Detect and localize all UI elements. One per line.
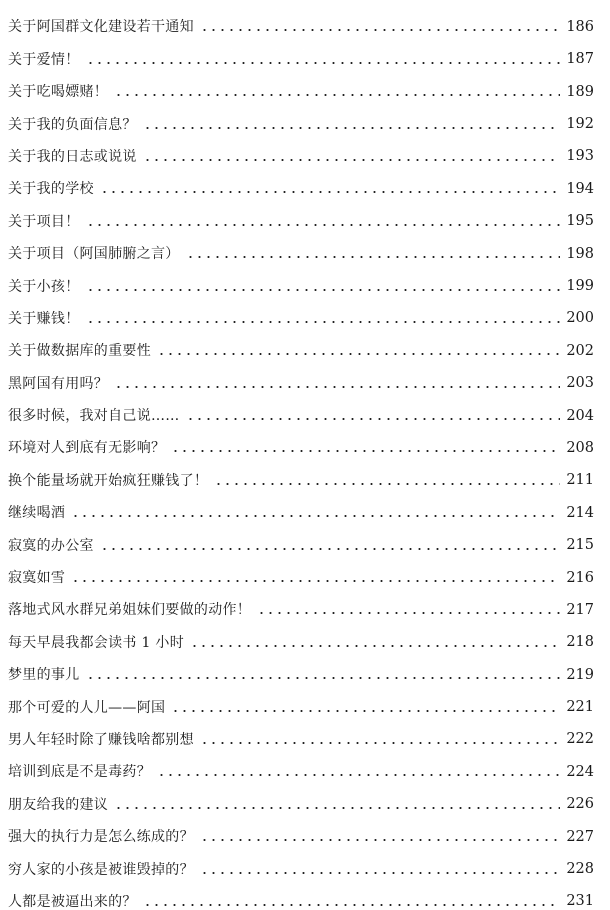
- toc-entry-title: 关于做数据库的重要性: [8, 343, 151, 360]
- toc-entry-title: 培训到底是不是毒药？: [8, 764, 151, 781]
- toc-entry[interactable]: [8, 67, 594, 99]
- dot-leader: [200, 731, 560, 745]
- toc-entry[interactable]: [8, 99, 594, 131]
- toc-entry[interactable]: [8, 812, 594, 844]
- toc-entry-page: 219: [566, 666, 594, 683]
- toc-entry[interactable]: [8, 423, 594, 455]
- toc-entry-page: 199: [566, 278, 594, 295]
- toc-entry-title: 穷人家的小孩是被谁毁掉的？: [8, 861, 194, 878]
- toc-entry-page: 189: [566, 83, 594, 100]
- dot-leader: [257, 601, 560, 615]
- dot-leader: [71, 504, 560, 518]
- toc-entry[interactable]: [8, 877, 594, 909]
- toc-entry-page: 198: [566, 245, 594, 262]
- toc-entry-page: 200: [566, 310, 594, 327]
- toc-entry-title: 关于我的负面信息？: [8, 116, 137, 133]
- toc-entry-title: 关于阿国群文化建设若干通知: [8, 19, 194, 36]
- dot-leader: [86, 666, 561, 680]
- dot-leader: [114, 796, 560, 810]
- toc-entry-page: 216: [566, 569, 594, 586]
- dot-leader: [200, 18, 560, 32]
- dot-leader: [86, 278, 561, 292]
- toc-entry[interactable]: [8, 715, 594, 747]
- toc-entry-page: 202: [566, 342, 594, 359]
- toc-entry[interactable]: [8, 326, 594, 358]
- dot-leader: [143, 148, 560, 162]
- dot-leader: [190, 634, 560, 648]
- toc-entry-title: 男人年轻时除了赚钱啥都别想: [8, 731, 194, 748]
- toc-entry-title: 朋友给我的建议: [8, 796, 109, 813]
- toc-entry[interactable]: [8, 229, 594, 261]
- toc-entry-title: 关于项目！: [8, 213, 80, 230]
- toc-entry-page: 203: [566, 375, 594, 392]
- toc-entry[interactable]: [8, 617, 594, 649]
- dot-leader: [114, 375, 560, 389]
- toc-entry[interactable]: [8, 391, 594, 423]
- toc-entry-page: 226: [566, 796, 594, 813]
- toc-entry-page: 231: [566, 893, 594, 910]
- dot-leader: [200, 861, 560, 875]
- toc-entry[interactable]: [8, 261, 594, 293]
- toc-entry-page: 194: [566, 180, 594, 197]
- dot-leader: [171, 439, 560, 453]
- toc-entry-page: 187: [566, 51, 594, 68]
- toc-entry-title: 强大的执行力是怎么练成的？: [8, 829, 194, 846]
- toc-entry[interactable]: [8, 2, 594, 34]
- toc-entry-title: 每天早晨我都会读书 1 小时: [8, 634, 185, 651]
- toc-entry-title: 人都是被逼出来的？: [8, 893, 137, 910]
- toc-entry-page: 222: [566, 731, 594, 748]
- toc-entry-title: 关于赚钱！: [8, 310, 80, 327]
- toc-entry[interactable]: [8, 164, 594, 196]
- toc-entry-page: 193: [566, 148, 594, 165]
- toc-entry-title: 关于爱情！: [8, 51, 80, 68]
- toc-entry-page: 186: [566, 18, 594, 35]
- toc-entry-title: 那个可爱的人儿——阿国: [8, 699, 166, 716]
- toc-entry[interactable]: [8, 34, 594, 66]
- toc-entry[interactable]: [8, 682, 594, 714]
- toc-entry-page: 211: [566, 472, 594, 489]
- toc-entry-title: 梦里的事儿: [8, 667, 80, 684]
- toc-entry[interactable]: [8, 650, 594, 682]
- toc-entry-page: 224: [566, 763, 594, 780]
- toc-entry-page: 227: [566, 828, 594, 845]
- dot-leader: [86, 310, 561, 324]
- toc-entry-page: 195: [566, 213, 594, 230]
- toc-entry-title: 关于项目（阿国肺腑之言）: [8, 246, 180, 263]
- dot-leader: [186, 245, 560, 259]
- toc-entry[interactable]: [8, 455, 594, 487]
- toc-entry-title: 关于我的日志或说说: [8, 148, 137, 165]
- dot-leader: [100, 180, 560, 194]
- toc-entry-title: 关于小孩！: [8, 278, 80, 295]
- dot-leader: [157, 763, 560, 777]
- toc-entry-page: 215: [566, 537, 594, 554]
- dot-leader: [86, 51, 561, 65]
- toc-entry-page: 208: [566, 439, 594, 456]
- toc-entry[interactable]: [8, 844, 594, 876]
- toc-entry-page: 214: [566, 504, 594, 521]
- dot-leader: [200, 828, 560, 842]
- toc-entry[interactable]: [8, 553, 594, 585]
- toc-entry-title: 关于我的学校: [8, 181, 94, 198]
- toc-entry-page: 217: [566, 601, 594, 618]
- toc-entry-title: 黑阿国有用吗？: [8, 375, 109, 392]
- toc-entry[interactable]: [8, 358, 594, 390]
- toc-entry-page: 192: [566, 116, 594, 133]
- dot-leader: [214, 472, 560, 486]
- dot-leader: [71, 569, 560, 583]
- toc-entry-title: 换个能量场就开始疯狂赚钱了！: [8, 472, 209, 489]
- toc-entry-title: 寂寞如雪: [8, 570, 66, 587]
- dot-leader: [100, 537, 560, 551]
- toc-entry-title: 寂寞的办公室: [8, 537, 94, 554]
- toc-entry[interactable]: [8, 196, 594, 228]
- dot-leader: [186, 407, 560, 421]
- toc-entry[interactable]: [8, 488, 594, 520]
- toc-entry[interactable]: [8, 294, 594, 326]
- toc-entry-page: 228: [566, 861, 594, 878]
- toc-entry[interactable]: [8, 747, 594, 779]
- dot-leader: [86, 213, 561, 227]
- toc-entry-page: 218: [566, 634, 594, 651]
- dot-leader: [143, 116, 560, 130]
- toc-entry-title: 继续喝酒: [8, 505, 66, 522]
- dot-leader: [157, 342, 560, 356]
- toc-entry-title: 关于吃喝嫖赌！: [8, 84, 109, 101]
- dot-leader: [114, 83, 560, 97]
- toc-entry[interactable]: [8, 132, 594, 164]
- toc-entry-title: 很多时候，我对自己说……: [8, 408, 180, 425]
- toc-entry[interactable]: [8, 520, 594, 552]
- dot-leader: [143, 893, 560, 907]
- toc-entry-page: 204: [566, 407, 594, 424]
- toc-entry-title: 环境对人到底有无影响？: [8, 440, 166, 457]
- toc-entry[interactable]: [8, 779, 594, 811]
- toc-entry[interactable]: [8, 585, 594, 617]
- table-of-contents: [8, 2, 594, 909]
- toc-entry-page: 221: [566, 699, 594, 716]
- dot-leader: [171, 699, 560, 713]
- toc-entry-title: 落地式风水群兄弟姐妹们要做的动作！: [8, 602, 252, 619]
